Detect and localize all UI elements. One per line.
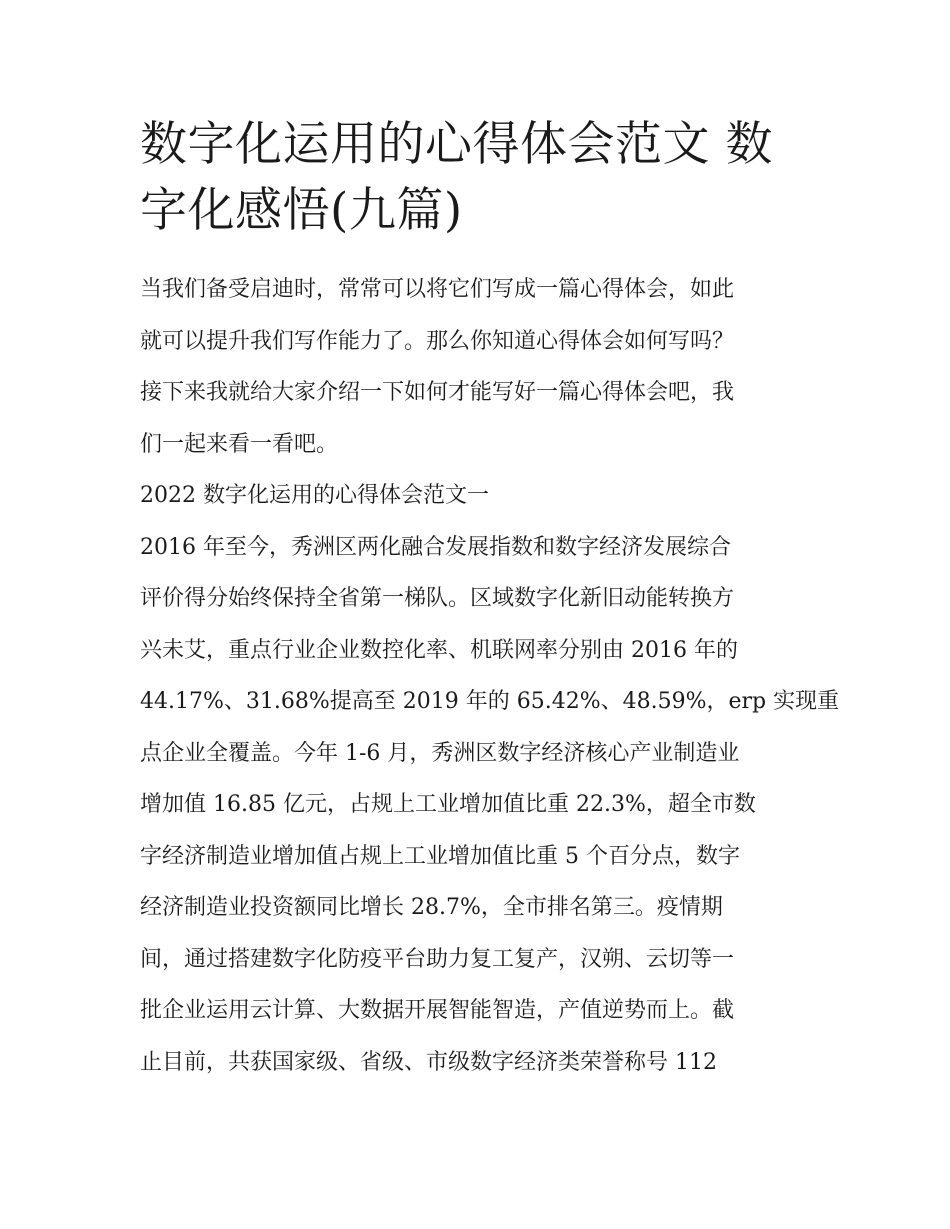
text-line: 止目前，共获国家级、省级、市级数字经济类荣誉称号 112 [140, 1049, 717, 1075]
title-line: 字化感悟(九篇) [140, 183, 463, 238]
text-line: 接下来我就给大家介绍一下如何才能写好一篇心得体会吧，我 [140, 380, 735, 405]
document-body [140, 264, 840, 1088]
text-line: 2016 年至今，秀洲区两化融合发展指数和数字经济发展综合 [140, 534, 731, 560]
text-line: 就可以提升我们写作能力了。那么你知道心得体会如何写吗？ [140, 328, 735, 354]
document-title [140, 112, 816, 244]
text-line: 点企业全覆盖。今年 1-6 月，秀洲区数字经济核心产业制造业 [140, 740, 740, 766]
text-line: 经济制造业投资额同比增长 28.7%，全市排名第三。疫情期 [140, 895, 723, 920]
text-line: 2022 数字化运用的心得体会范文一 [140, 483, 489, 508]
title-line: 数字化运用的心得体会范文 数 [140, 117, 773, 172]
text-line: 增加值 16.85 亿元，占规上工业增加值比重 22.3%，超全市数 [140, 792, 756, 817]
section-paragraph [140, 522, 840, 1089]
text-line: 评价得分始终保持全省第一梯队。区域数字化新旧动能转换方 [140, 586, 735, 611]
document-page [140, 112, 840, 1088]
text-line: 兴未艾，重点行业企业数控化率、机联网率分别由 2016 年的 [140, 637, 738, 663]
section-heading [140, 470, 816, 522]
text-line: 批企业运用云计算、大数据开展智能智造，产值逆势而上。截 [140, 998, 735, 1023]
text-line: 44.17%、31.68%提高至 2019 年的 65.42%、48.59%，erp 实现重 [140, 689, 840, 714]
text-line: 字经济制造业增加值占规上工业增加值比重 5 个百分点，数字 [140, 843, 740, 869]
text-line: 间，通过搭建数字化防疫平台助力复工复产，汉朔、云切等一 [140, 946, 735, 972]
intro-paragraph [140, 264, 816, 470]
text-line: 们一起来看一看吧。 [140, 431, 339, 457]
text-line: 当我们备受启迪时，常常可以将它们写成一篇心得体会，如此 [140, 277, 735, 302]
